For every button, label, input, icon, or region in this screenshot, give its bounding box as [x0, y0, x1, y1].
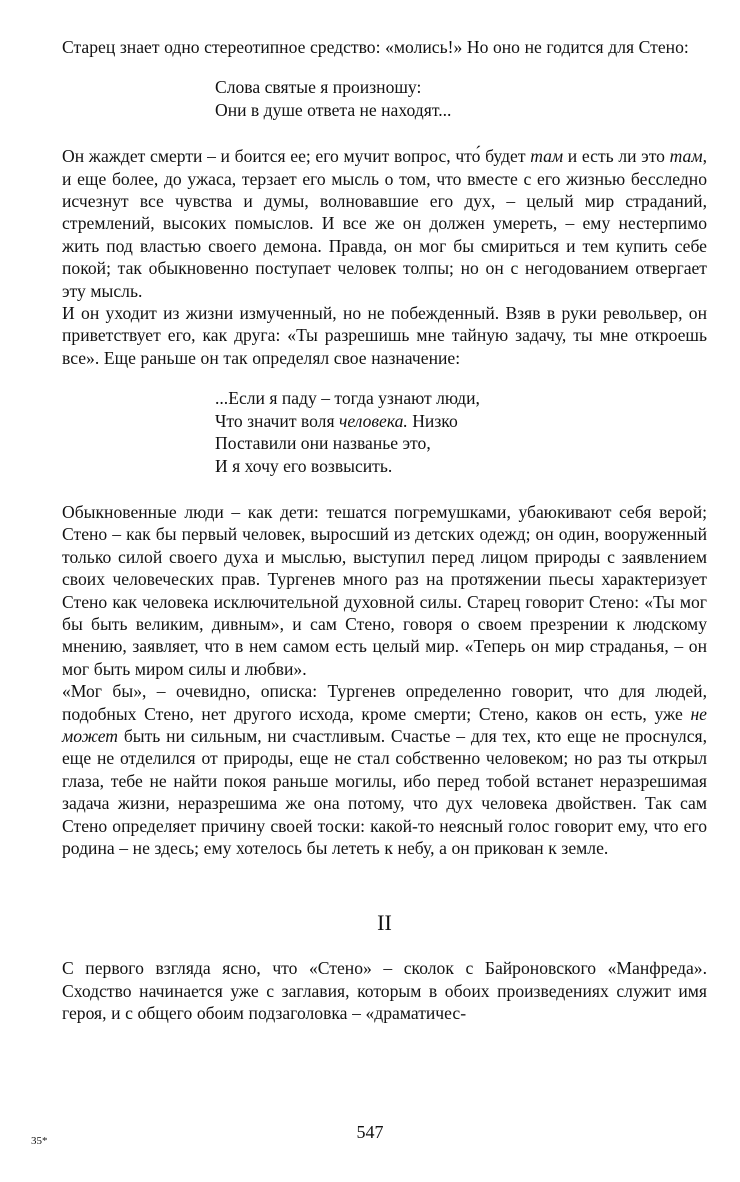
- paragraph-6: С первого взгляда ясно, что «Стено» – сколок с Байроновского «Манфреда». Сходство начинается уже с заглавия, которым в обоих произведениях служит имя героя, и с общего обоим подзаголовка – «драматичес-: [62, 958, 707, 1024]
- verse-line: Слова святые я произношу:: [215, 77, 422, 98]
- paragraph-2: Он жаждет смерти – и боится ее; его мучит вопрос, что́ будет там и есть ли это там, и еще более, до ужаса, терзает его мысль о том, что вместе с его жизнью бесследно исчезнут все чувства и думы, волновавшие его дух, – целый мир страданий, стремлений, высоких помыслов. И все же он должен умереть, – ему нестерпимо жить под властью своего демона. Правда, он мог бы смириться и тем купить себе покой; так обыкновенно поступает человек толпы; но он с негодованием отвергает эту мысль.: [62, 146, 707, 301]
- verse-line: Они в душе ответа не находят...: [215, 99, 452, 120]
- text-block: [62, 36, 707, 1025]
- paragraph-3: И он уходит из жизни измученный, но не побежденный. Взяв в руки револьвер, он приветствует его, как друга: «Ты разрешишь мне тайную задачу, ты мне откроешь все». Еще раньше он так определял свое назначение:: [62, 303, 707, 368]
- verse-quote-2: [215, 387, 707, 477]
- verse-line: Поставили они названье это,: [215, 433, 431, 454]
- verse-line: И я хочу его возвысить.: [215, 455, 393, 476]
- verse-line: Что значит воля человека. Низко: [215, 410, 458, 431]
- section-heading: II: [377, 910, 392, 936]
- signature-mark: 35*: [31, 1135, 48, 1147]
- italic-word: человека.: [338, 410, 408, 431]
- verse-quote-1: [215, 76, 707, 121]
- paragraph-5: «Мог бы», – очевидно, описка: Тургенев определенно говорит, что для людей, подобных Стено, нет другого исхода, кроме смерти; Стено, каков он есть, уже не может быть ни сильным, ни счастливым. Счастье – для тех, кто еще не проснулся, еще не отделился от природы, еще не стал собственно человеком; но раз ты открыл глаза, тебе не найти покоя раньше могилы, ибо перед тобой встанет неразрешимая задача жизни, неразрешима же она потому, что дух человека двойствен. Так сам Стено определяет причину своей тоски: какой-то неясный голос говорит ему, что его родина – не здесь; ему хотелось бы лететь к небу, а он прикован к земле.: [62, 681, 707, 858]
- paragraph-4: Обыкновенные люди – как дети: тешатся погремушками, убаюкивают себя верой; Стено – как бы первый человек, выросший из детских одежд; он один, вооруженный только силой своего духа и мыслью, выступил перед лицом природы с заявлением своих человеческих прав. Тургенев много раз на протяжении пьесы характеризует Стено как человека исключительной духовной силы. Старец говорит Стено: «Ты мог бы быть великим, дивным», и сам Стено, говоря о своем презрении к людскому мнению, заявляет, что в нем самом есть целый мир. «Теперь он мир страданья, – он мог быть миром силы и любви».: [62, 501, 707, 679]
- italic-phrase: не может: [62, 703, 707, 746]
- paragraph-1: Старец знает одно стереотипное средство: «молись!» Но оно не годится для Стено:: [62, 37, 689, 57]
- page-number: 547: [356, 1122, 384, 1142]
- verse-line: ...Если я паду – тогда узнают люди,: [215, 388, 480, 409]
- italic-word: там: [669, 146, 703, 167]
- italic-word: там: [530, 146, 564, 167]
